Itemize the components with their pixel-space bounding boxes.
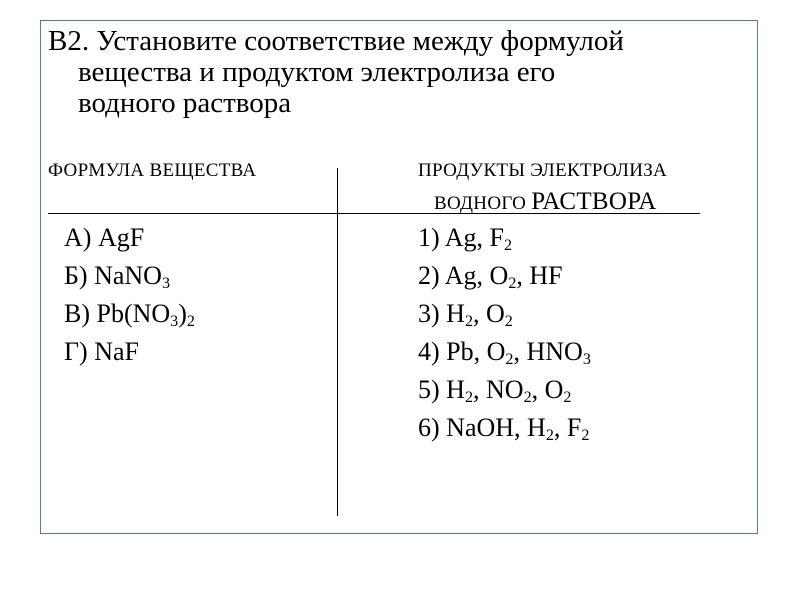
product-formula: Ag, $O_2$, HF xyxy=(444,261,563,293)
header-solution-word: РАСТВОРА xyxy=(531,188,657,215)
product-item xyxy=(418,334,591,372)
product-item xyxy=(418,296,591,334)
product-label: 1) xyxy=(418,223,440,252)
header-aqueous-solution xyxy=(434,188,657,216)
product-formula: Ag, $F_2$ xyxy=(444,223,513,255)
substance-label: В) xyxy=(64,299,90,328)
product-formula: $H_2$, $NO_2$, $O_2$ xyxy=(446,375,572,407)
product-formula: NaOH, $H_2$, $F_2$ xyxy=(446,413,590,445)
task-line-1: В2. Установите соответствие между формулой xyxy=(48,25,624,57)
product-formula: $H_2$, $O_2$ xyxy=(446,299,513,331)
column-divider-line xyxy=(337,168,338,516)
header-divider-line xyxy=(48,213,700,214)
product-label: 4) xyxy=(418,337,440,366)
product-label: 5) xyxy=(418,375,440,404)
substance-item xyxy=(64,334,195,372)
product-item xyxy=(418,220,591,258)
substance-item xyxy=(64,220,195,258)
substance-label: Б) xyxy=(64,261,88,290)
product-label: 6) xyxy=(418,413,440,442)
product-item xyxy=(418,258,591,296)
task-line-3: водного раствора xyxy=(78,87,292,119)
task-statement xyxy=(48,26,748,119)
header-electrolysis-products: ПРОДУКТЫ ЭЛЕКТРОЛИЗА xyxy=(418,160,668,181)
products-column xyxy=(418,220,591,448)
substance-label: Г) xyxy=(64,337,88,366)
substance-item xyxy=(64,296,195,334)
header-aqueous-prefix: ВОДНОГО xyxy=(434,193,527,214)
product-item xyxy=(418,410,591,448)
header-substance-formula: ФОРМУЛА ВЕЩЕСТВА xyxy=(48,160,257,181)
substance-formula: $Pb(NO_3)_2$ xyxy=(96,299,195,331)
substance-formula: AgF xyxy=(97,223,145,252)
substance-label: А) xyxy=(64,223,92,252)
product-formula: Pb, $O_2$, $HNO_3$ xyxy=(446,337,591,369)
product-item xyxy=(418,372,591,410)
product-label: 2) xyxy=(418,261,440,290)
substances-column xyxy=(64,220,195,372)
substance-item xyxy=(64,258,195,296)
substance-formula: NaF xyxy=(94,337,139,366)
substance-formula: NaNO$_3$ xyxy=(94,261,171,293)
product-label: 3) xyxy=(418,299,440,328)
task-line-2: вещества и продуктом электролиза его xyxy=(78,56,556,88)
